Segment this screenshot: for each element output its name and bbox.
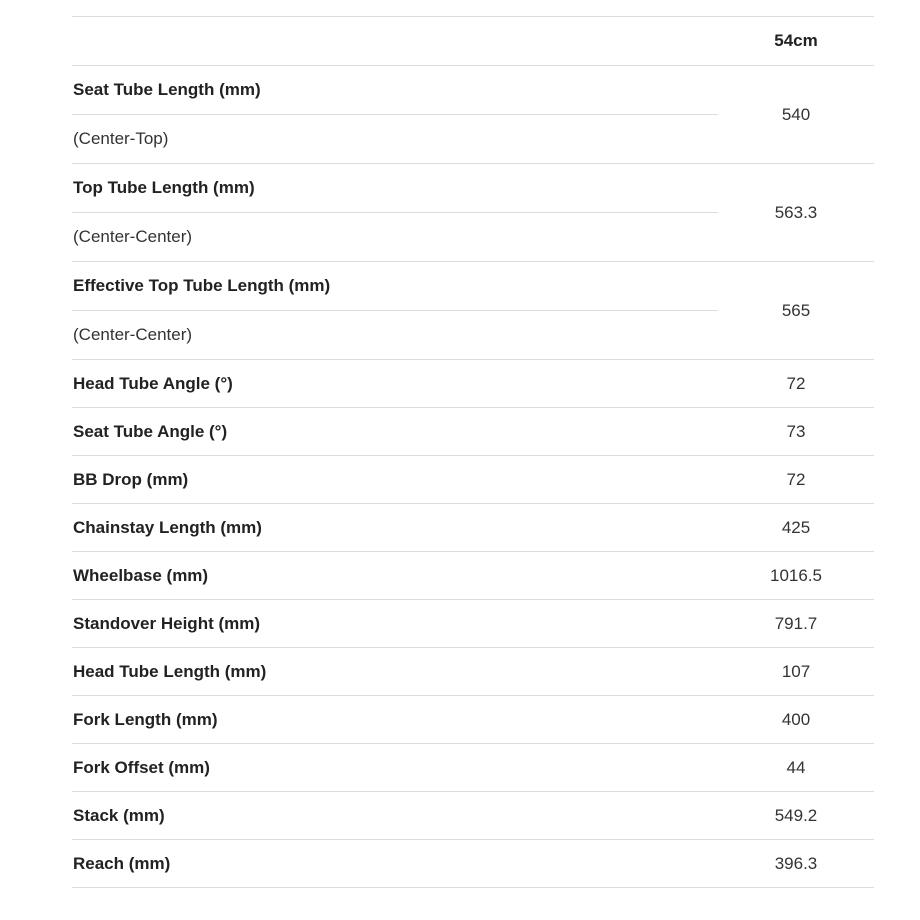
row-value: 396.3: [774, 853, 818, 873]
row-value: 72: [786, 469, 806, 489]
row-label: Chainstay Length (mm): [73, 517, 262, 537]
row-value: 400: [781, 709, 811, 729]
table-row: [72, 503, 874, 551]
geometry-table: [72, 16, 874, 888]
table-row: [72, 163, 874, 261]
row-label: Fork Length (mm): [73, 709, 218, 729]
size-column-header: 54cm: [774, 31, 818, 50]
table-row: [72, 839, 874, 888]
row-label: Reach (mm): [73, 853, 171, 873]
row-label: BB Drop (mm): [73, 469, 189, 489]
table-row: [72, 791, 874, 839]
row-value: 73: [786, 421, 806, 441]
table-row: [72, 407, 874, 455]
row-value: 1016.5: [770, 565, 822, 585]
row-value: 425: [781, 517, 811, 537]
table-row: [72, 261, 874, 359]
row-value: 540: [781, 104, 811, 124]
row-label: Stack (mm): [73, 805, 165, 825]
row-value: 565: [781, 300, 811, 320]
header-empty-cell: [72, 17, 718, 65]
row-label: Wheelbase (mm): [73, 565, 209, 585]
row-label: Standover Height (mm): [73, 613, 261, 633]
row-label: Seat Tube Length (mm): [73, 80, 261, 99]
row-sublabel: (Center-Center): [73, 227, 193, 246]
table-row: [72, 599, 874, 647]
row-value: 72: [786, 373, 806, 393]
table-header-row: [72, 16, 874, 65]
row-label: Effective Top Tube Length (mm): [73, 276, 331, 295]
table-row: [72, 647, 874, 695]
row-label: Fork Offset (mm): [73, 757, 210, 777]
table-row: [72, 65, 874, 163]
row-value: 549.2: [774, 805, 818, 825]
row-sublabel: (Center-Center): [73, 325, 193, 344]
row-value: 107: [781, 661, 811, 681]
row-label: Top Tube Length (mm): [73, 178, 255, 197]
table-row: [72, 551, 874, 599]
row-value: 563.3: [774, 202, 818, 222]
table-row: [72, 359, 874, 407]
table-row: [72, 455, 874, 503]
row-sublabel: (Center-Top): [73, 129, 169, 148]
row-label: Head Tube Angle (°): [73, 373, 233, 393]
row-label: Head Tube Length (mm): [73, 661, 267, 681]
table-row: [72, 695, 874, 743]
row-value: 44: [786, 757, 806, 777]
row-label: Seat Tube Angle (°): [73, 421, 228, 441]
row-value: 791.7: [774, 613, 818, 633]
table-row: [72, 743, 874, 791]
